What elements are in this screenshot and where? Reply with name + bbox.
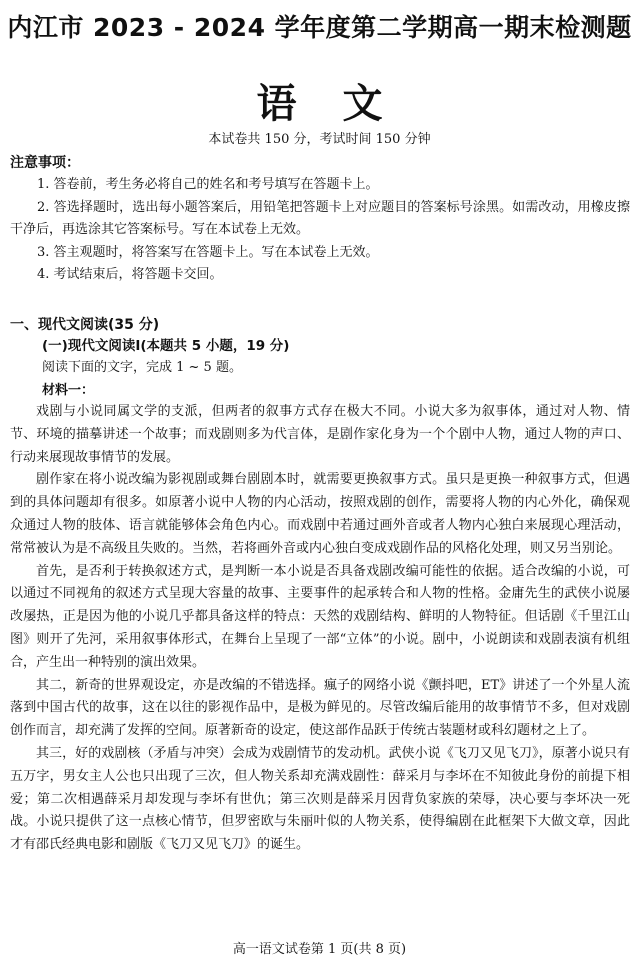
passage-paragraph: 其二，新奇的世界观设定，亦是改编的不错选择。瘋子的网络小说《颤抖吧，ET》讲述了一个外星人流落到中国古代的故事，这在以往的影视作品中，是极为鲜见的。尽管改编后能用的故事情节不多，但对戏剧创作而言，却充满了发挥的空间。原著新奇的设定，使这部作品跃于传统古装题材或科幻题材之上了。	[10, 677, 630, 739]
subject-title: 语文	[256, 81, 429, 127]
notice-item: 1. 答卷前，考生务必将自己的姓名和考号填写在答题卡上。	[37, 177, 379, 192]
passage	[10, 401, 630, 857]
notice-item: 2. 答选择题时，选出每小题答案后，用铅笔把答题卡上对应题目的答案标号涂黑。如需改动，用橡皮擦干净后，再选涂其它答案标号。写在本试卷上无效。	[10, 199, 630, 237]
notice-item: 3. 答主观题时，将答案写在答题卡上。写在本试卷上无效。	[37, 244, 379, 260]
passage-paragraph: 剧作家在将小说改编为影视剧或舞台剧剧本时，就需要更换叙事方式。虽只是更换一种叙事方式，但遇到的具体问题却有很多。如原著小说中人物的内心活动，按照戏剧的创作，需要将人物的内心外化，确保观众通过人物的肢体、语言就能够体会角色内心。而戏剧中若通过画外音或者人物内心独白来展现心理活动，常常被认为是不高级且失败的。当然，若将画外音或内心独白变成戏剧作品的风格化处理，则又另当别论。	[10, 472, 630, 556]
passage-paragraph: 首先，是否利于转换叙述方式，是判断一本小说是否具备戏剧改编可能性的依据。适合改编的小说，可以通过不同视角的叙述方式呈现大容量的故事、主要事件的起承转合和人物的性格。金庸先生的武侠小说屡改屡热，正是因为他的小说几乎都具备这样的特点：天然的戏剧结构、鲜明的人物特征。但话剧《千里江山图》则开了先河，采用叙事体形式，在舞台上呈现了一部“立体”的小说。剧中，小说朗读和戏剧表演有机组合，产生出一种特别的演出效果。	[10, 563, 630, 670]
passage-paragraph: 戏剧与小说同属文学的支派，但两者的叙事方式存在极大不同。小说大多为叙事体，通过对人物、情节、环境的描摹讲述一个故事；而戏剧则多为代言体，是剧作家化身为一个个剧中人物，通过人物的声口、行动来展现故事情节的发展。	[10, 404, 630, 465]
reading-instruction: 阅读下面的文字，完成 1 ~ 5 题。	[42, 360, 242, 375]
notice-list	[10, 174, 630, 287]
notice-title: 注意事项：	[10, 155, 80, 171]
material-label: 材料一：	[42, 383, 95, 398]
passage-paragraph: 其三，好的戏剧核（矛盾与冲突）会成为戏剧情节的发动机。武侠小说《飞刀又见飞刀》，原著小说只有五万字，男女主人公也只出现了三次，但人物关系却充满戏剧性：薛采月与李坏在不知彼此身份的前提下相爱；第二次相遇薛采月却发现与李坏有世仇；第三次则是薛采月因背负家族的荣辱，决心要与李坏决一死战。小说只提供了这一点核心情节，但罗密欧与朱丽叶似的人物关系，使得编剧在此框架下大做文章，因此才有邵氏经典电影和剧版《飞刀又见飞刀》的诞生。	[10, 745, 630, 853]
page-footer: 高一语文试卷第 1 页(共 8 页)	[232, 942, 407, 957]
exam-info: 本试卷共 150 分，考试时间 150 分钟	[208, 132, 431, 147]
section-title: 一、现代文阅读(35 分)	[10, 317, 160, 333]
notice-item: 4. 考试结束后，将答题卡交回。	[37, 267, 223, 282]
subsection-title: (一)现代文阅读Ⅰ(本题共 5 小题，19 分)	[42, 338, 290, 354]
exam-title: 内江市 2023 - 2024 学年度第二学期高一期末检测题	[7, 13, 632, 42]
